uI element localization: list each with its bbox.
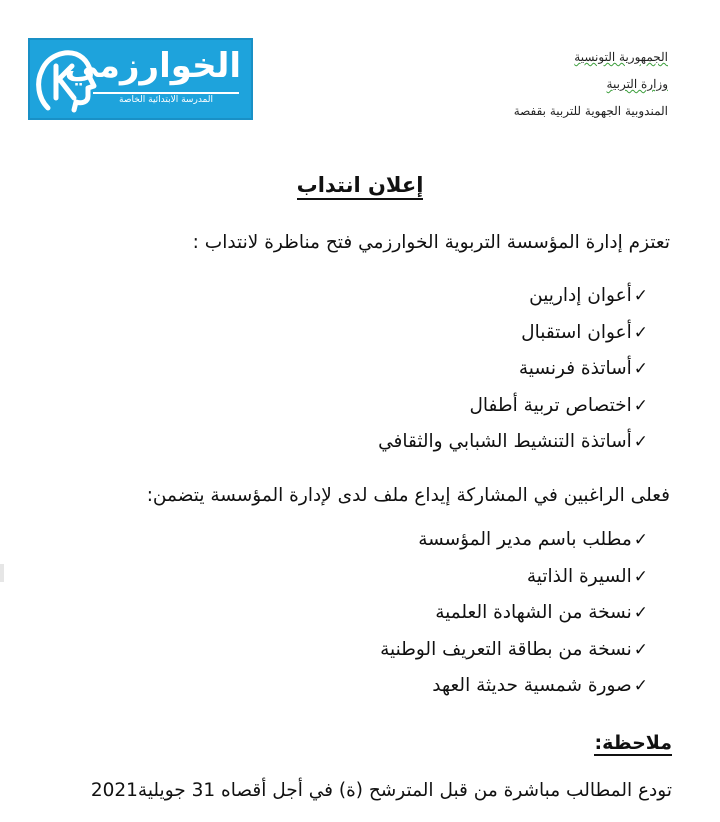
position-label: أساتذة فرنسية xyxy=(518,358,632,380)
document-label: مطلب باسم مدير المؤسسة xyxy=(418,529,632,550)
documents-list xyxy=(88,522,648,705)
positions-list xyxy=(88,278,648,461)
check-icon: ✓ xyxy=(633,322,648,343)
position-label: أعوان إداريين xyxy=(529,285,632,306)
application-paragraph: فعلى الراغبين في المشاركة إيداع ملف لدى لإدارة المؤسسة يتضمن: xyxy=(146,485,670,506)
position-label: أساتذة التنشيط الشبابي والثقافي xyxy=(378,431,632,453)
check-icon: ✓ xyxy=(633,639,648,660)
list-item xyxy=(88,595,648,632)
announcement-title xyxy=(0,170,720,200)
note-label xyxy=(594,728,672,758)
logo-title: الخوارزمي xyxy=(64,46,241,86)
list-item xyxy=(88,278,648,315)
scan-artifact xyxy=(0,564,4,582)
list-item xyxy=(88,632,648,669)
document-label: نسخة من الشهادة العلمية xyxy=(435,602,632,624)
ministry-line: وزارة التربية xyxy=(606,77,668,91)
document-label: نسخة من بطاقة التعريف الوطنية xyxy=(380,638,632,660)
note-label-text: ملاحظة: xyxy=(594,732,672,754)
intro-paragraph: تعتزم إدارة المؤسسة التربوية الخوارزمي فتح مناظرة لانتداب : xyxy=(192,232,670,253)
check-icon: ✓ xyxy=(633,603,648,624)
republic-line: الجمهورية التونسية xyxy=(574,50,668,64)
check-icon: ✓ xyxy=(633,359,648,380)
check-icon: ✓ xyxy=(633,395,648,416)
ministry-header xyxy=(428,44,668,125)
school-logo xyxy=(28,38,253,120)
list-item xyxy=(88,424,648,461)
list-item xyxy=(88,559,648,596)
list-item xyxy=(88,315,648,352)
announcement-title-text: إعلان انتداب xyxy=(297,173,424,200)
document-label: صورة شمسية حديثة العهد xyxy=(432,675,632,697)
logo-subtitle: المدرسة الابتدائية الخاصة xyxy=(119,95,213,105)
list-item xyxy=(88,388,648,425)
position-label: أعوان استقبال xyxy=(521,321,632,343)
check-icon: ✓ xyxy=(633,566,648,587)
list-item xyxy=(88,522,648,559)
check-icon: ✓ xyxy=(633,676,648,697)
list-item xyxy=(88,351,648,388)
check-icon: ✓ xyxy=(633,530,648,550)
check-icon: ✓ xyxy=(633,286,648,306)
list-item xyxy=(88,668,648,705)
document-label: السيرة الذاتية xyxy=(526,565,632,587)
regional-office-line: المندوبية الجهوية للتربية بقفصة xyxy=(513,104,668,118)
position-label: اختصاص تربية أطفال xyxy=(469,394,632,416)
check-icon: ✓ xyxy=(633,432,648,453)
note-text: تودع المطالب مباشرة من قبل المترشح (ة) في أجل أقصاه 31 جويلية2021 xyxy=(90,780,672,801)
